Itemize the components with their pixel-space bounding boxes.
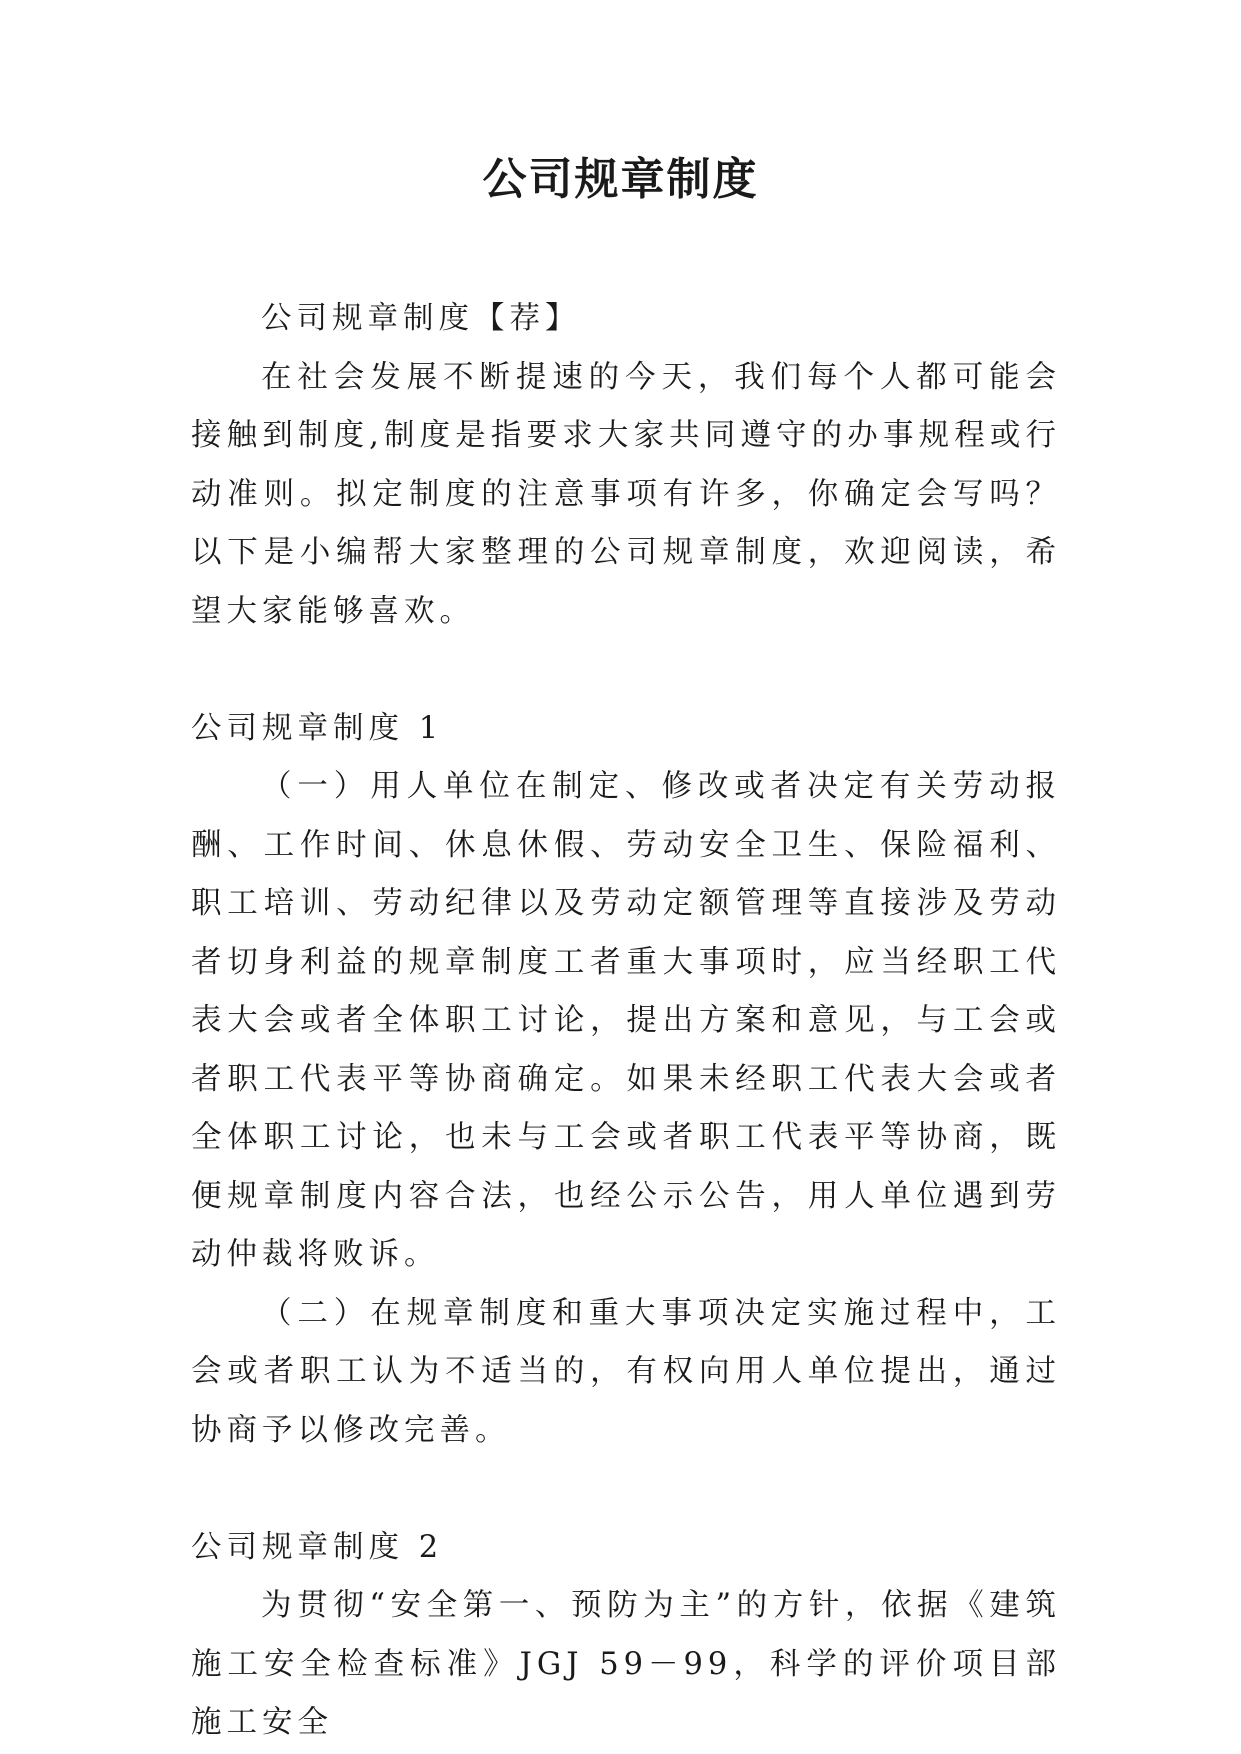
section-2-paragraph-1: 为贯彻“安全第一、预防为主”的方针，依据《建筑施工安全检查标准》JGJ 59－99，科学的评价项目部施工安全 — [191, 1588, 1061, 1740]
section-heading-1: 公司规章制度 1 — [191, 710, 444, 746]
section-1-paragraph-2: （二）在规章制度和重大事项决定实施过程中，工会或者职工认为不适当的，有权向用人单位提出，通过协商予以修改完善。 — [191, 1295, 1061, 1448]
document-subtitle: 公司规章制度【荐】 — [261, 301, 581, 336]
document-body — [191, 290, 1061, 1753]
document-title: 公司规章制度 — [482, 154, 759, 205]
section-heading-2: 公司规章制度 2 — [191, 1529, 444, 1565]
section-1-paragraph-1: （一）用人单位在制定、修改或者决定有关劳动报酬、工作时间、休息休假、劳动安全卫生、保险福利、职工培训、劳动纪律以及劳动定额管理等直接涉及劳动者切身利益的规章制度工者重大事项时，应当经职工代表大会或者全体职工讨论，提出方案和意见，与工会或者职工代表平等协商确定。如果未经职工代表大会或者全体职工讨论，也未与工会或者职工代表平等协商，既便规章制度内容合法，也经公示公告，用人单位遇到劳动仲裁将败诉。 — [191, 769, 1061, 1272]
intro-paragraph: 在社会发展不断提速的今天，我们每个人都可能会接触到制度,制度是指要求大家共同遵守的办事规程或行动准则。拟定制度的注意事项有许多，你确定会写吗？以下是小编帮大家整理的公司规章制度，欢迎阅读，希望大家能够喜欢。 — [191, 359, 1061, 629]
